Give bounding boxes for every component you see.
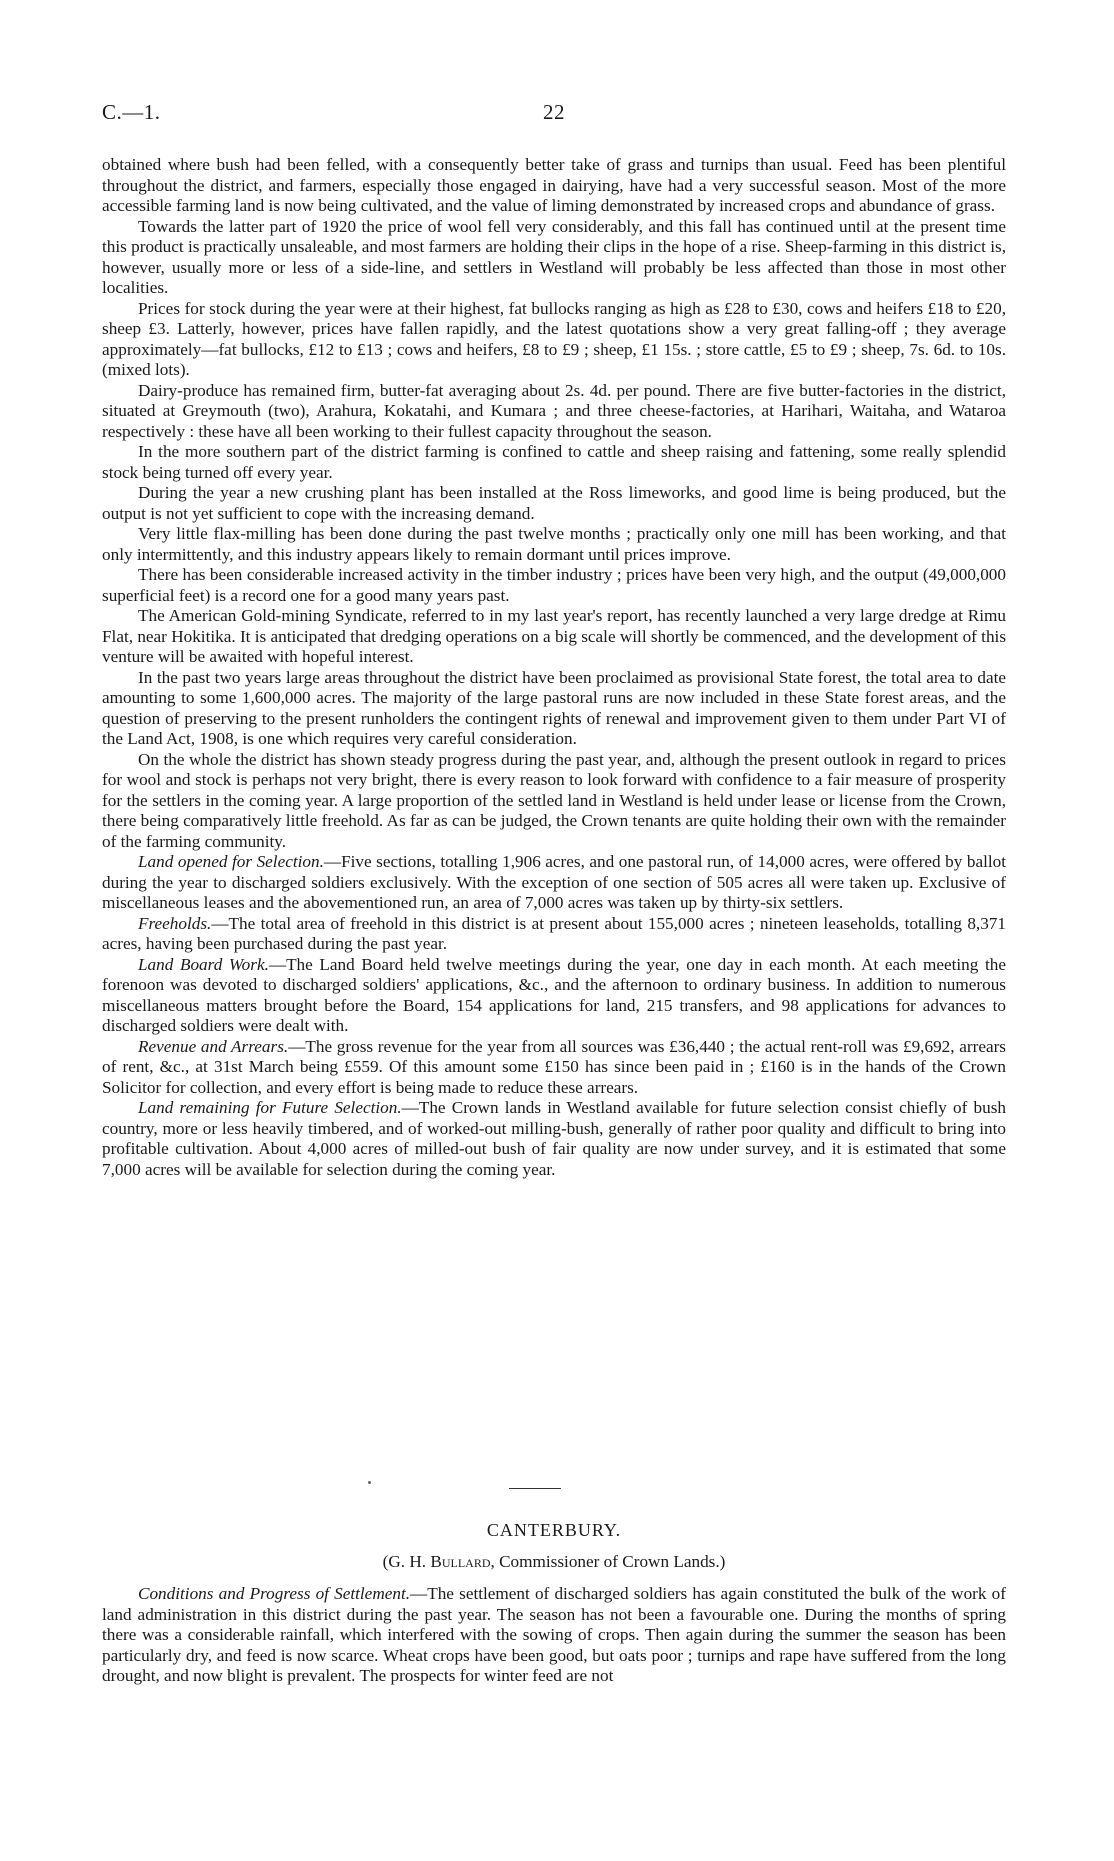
paragraph xyxy=(102,668,1006,750)
paragraph xyxy=(102,955,1006,1037)
paragraph-text: On the whole the district has shown steady progress during the past year, and, although the present outlook in regard to prices for wool and stock is perhaps not very bright, there is every reason to look forward with confidence to a fair measure of prosperity for the settlers in the coming year. A large proportion of the settled land in Westland is held under lease or license from the Crown, there being comparatively little freehold. As far as can be judged, the Crown tenants are quite holding their own with the remainder of the farming community. xyxy=(102,749,1006,851)
paragraph xyxy=(102,852,1006,914)
paragraph xyxy=(102,750,1006,853)
document-reference: C.—1. xyxy=(102,100,161,124)
paragraph-text: In the more southern part of the district farming is confined to cattle and sheep raising and fattening, some really splendid stock being turned off every year. xyxy=(102,442,1006,482)
paragraph-text: —The Land Board held twelve meetings during the year, one day in each month. At each meeting the forenoon was devoted to discharged soldiers' applications, &c., and the afternoon to ordinary business. In addition to numerous miscellaneous matters brought before the Board, 154 applications for land, 215 transfers, and 98 applications for advances to discharged soldiers were dealt with. xyxy=(102,954,1006,1035)
paragraph-text: Prices for stock during the year were at their highest, fat bullocks ranging as high as £28 to £30, cows and heifers £18 to £20, sheep £3. Latterly, however, prices have fallen rapidly, and the latest quotations show a very great falling-off ; they average approximately—fat bullocks, £12 to £13 ; cows and heifers, £8 to £9 ; sheep, £1 15s. ; store cattle, £5 to £9 ; sheep, 7s. 6d. to 10s. (mixed lots). xyxy=(102,298,1006,379)
paragraph xyxy=(102,217,1006,299)
paragraph-text: In the past two years large areas throughout the district have been proclaimed as provisional State forest, the total area to date amounting to some 1,600,000 acres. The majority of the large pastoral runs are now included in these State forest areas, and the question of preserving to the present runholders the contingent rights of renewal and improvement given to them under Part VI of the Land Act, 1908, is one which requires very careful consideration. xyxy=(102,667,1006,748)
section-subheading xyxy=(102,1552,1006,1572)
paragraph xyxy=(102,914,1006,955)
paragraph xyxy=(102,606,1006,668)
paragraph-lead: Land opened for Selection. xyxy=(138,852,324,871)
paragraph xyxy=(102,483,1006,524)
paragraph-text: —The settlement of discharged soldiers has again constituted the bulk of the work of land administration in this district during the past year. The season has not been a favourable one. During the months of spring there was a considerable rainfall, which interfered with the sowing of crops. Then again during the summer the season has been particularly dry, and feed is now scarce. Wheat crops have been good, but oats poor ; turnips and rape have suffered from the long drought, and now blight is prevalent. The prospects for winter feed are not xyxy=(102,1584,1006,1685)
commissioner-name: Bullard xyxy=(430,1552,491,1571)
paragraph xyxy=(102,524,1006,565)
paragraph xyxy=(102,299,1006,381)
paragraph-text: —Five sections, totalling 1,906 acres, and one pastoral run, of 14,000 acres, were offered by ballot during the year to discharged soldiers exclusively. With the exception of one section of 505 acres all were taken up. Exclusive of miscellaneous leases and the abovementioned run, an area of 7,000 acres was taken up by thirty-six settlers. xyxy=(102,852,1007,912)
paragraph-lead: Revenue and Arrears. xyxy=(138,1036,289,1056)
westland-report-body xyxy=(102,155,1006,1180)
paragraph-lead: Freeholds. xyxy=(138,913,212,933)
subheading-close: , Commissioner of Crown Lands.) xyxy=(490,1552,726,1571)
paragraph xyxy=(102,1098,1006,1180)
paragraph xyxy=(102,1584,1006,1687)
page-number: 22 xyxy=(543,100,565,124)
paragraph-lead: Land remaining for Future Selection. xyxy=(138,1098,402,1117)
section-divider xyxy=(509,1488,561,1489)
stray-mark xyxy=(368,1481,371,1484)
paragraph-text: —The Crown lands in Westland available for future selection consist chiefly of bush country, more or less heavily timbered, and of worked-out milling-bush, generally of rather poor quality and difficult to bring into profitable cultivation. About 4,000 acres of milled-out bush of fair quality are now under survey, and it is estimated that some 7,000 acres will be available for selection during the coming year. xyxy=(102,1098,1006,1179)
paragraph xyxy=(102,565,1006,606)
paragraph xyxy=(102,381,1006,443)
paragraph-text: During the year a new crushing plant has been installed at the Ross limeworks, and good lime is being produced, but the output is not yet sufficient to cope with the increasing demand. xyxy=(102,483,1006,523)
paragraph-text: Very little flax-milling has been done during the past twelve months ; practically only one mill has been working, and that only intermittently, and this industry appears likely to remain dormant until prices improve. xyxy=(102,524,1006,564)
paragraph xyxy=(102,155,1006,217)
paragraph-text: —The gross revenue for the year from all sources was £36,440 ; the actual rent-roll was £9,692, arrears of rent, &c., at 31st March being £559. Of this amount some £150 has since been paid in ; £160 is in the hands of the Crown Solicitor for collection, and every effort is being made to reduce these arrears. xyxy=(102,1036,1006,1097)
canterbury-report-body xyxy=(102,1584,1006,1687)
section-heading: CANTERBURY. xyxy=(486,1520,622,1540)
paragraph-text: Towards the latter part of 1920 the price of wool fell very considerably, and this fall has continued until at the present time this product is practically unsaleable, and most farmers are holding their clips in the hope of a rise. Sheep-farming in this district is, however, usually more or less of a side-line, and settlers in Westland will probably be less affected than those in most other localities. xyxy=(102,216,1006,297)
paragraph-text: Dairy-produce has remained firm, butter-fat averaging about 2s. 4d. per pound. There are five butter-factories in the district, situated at Greymouth (two), Arahura, Kokatahi, and Kumara ; and three cheese-factories, at Harihari, Waitaha, and Wataroa respectively : these have all been working to their fullest capacity throughout the season. xyxy=(102,380,1006,441)
paragraph-lead: Conditions and Progress of Settlement. xyxy=(138,1584,411,1603)
paragraph-text: The American Gold-mining Syndicate, referred to in my last year's report, has recently launched a very large dredge at Rimu Flat, near Hokitika. It is anticipated that dredging operations on a big scale will shortly be commenced, and the development of this venture will be awaited with hopeful interest. xyxy=(102,606,1007,666)
paragraph xyxy=(102,1037,1006,1099)
paragraph-text: obtained where bush had been felled, with a consequently better take of grass and turnips than usual. Feed has been plentiful throughout the district, and farmers, especially those engaged in dairying, have had a very successful season. Most of the more accessible farming land is now being cultivated, and the value of liming demonstrated by increased crops and abundance of grass. xyxy=(102,155,1006,215)
paragraph-text: There has been considerable increased activity in the timber industry ; prices have been very high, and the output (49,000,000 superficial feet) is a record one for a good many years past. xyxy=(102,565,1006,605)
paragraph xyxy=(102,442,1006,483)
paragraph-text: —The total area of freehold in this district is at present about 155,000 acres ; nineteen leaseholds, totalling 8,371 acres, having been purchased during the past year. xyxy=(102,913,1006,953)
subheading-open: (G. H. xyxy=(382,1552,431,1571)
paragraph-lead: Land Board Work. xyxy=(138,954,269,974)
